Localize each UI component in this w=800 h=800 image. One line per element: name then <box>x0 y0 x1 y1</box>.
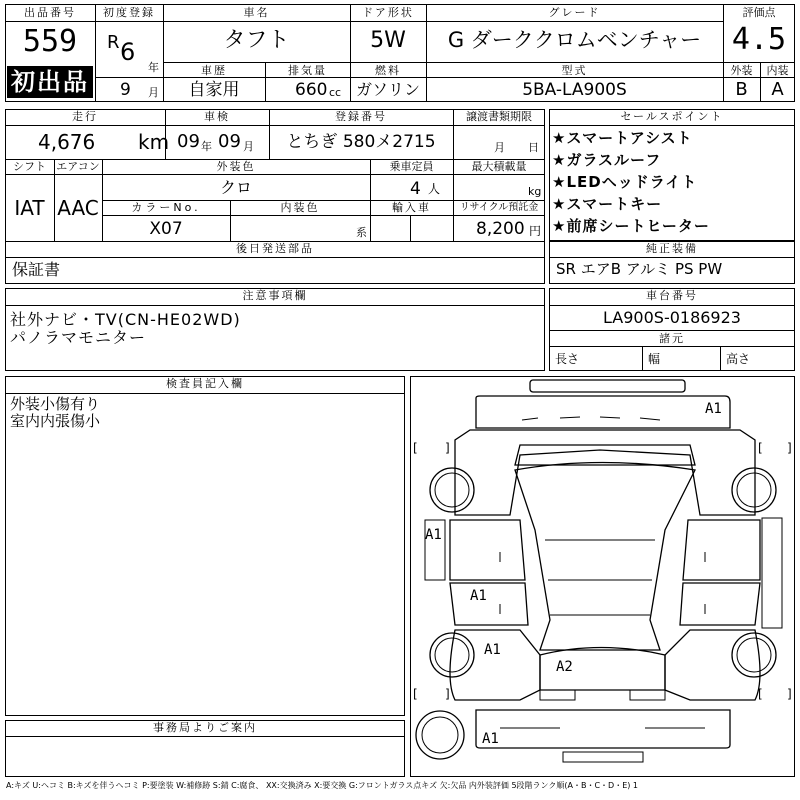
capacity: 4 <box>410 179 421 199</box>
sales-point-item: ★LEDヘッドライト <box>552 173 698 191</box>
inspection-year: 09 <box>177 131 200 152</box>
capacity-label: 乗車定員 <box>389 160 434 173</box>
sales-point-item: ★スマートアシスト <box>552 129 693 147</box>
import-label: 輸入車 <box>392 201 431 214</box>
aircon: AAC <box>57 196 99 220</box>
exterior-grade-label: 外装 <box>730 64 753 77</box>
mileage: 4,676 <box>38 130 96 154</box>
door-type: 5W <box>370 28 406 53</box>
history-label: 車歴 <box>201 64 227 77</box>
bracket: ] <box>787 441 792 455</box>
damage-mark: A1 <box>482 731 499 747</box>
interior-grade-label: 内装 <box>766 64 789 77</box>
registration-month: 9 <box>120 80 131 100</box>
notes-line: 社外ナビ・TV(CN-HE02WD) <box>10 310 241 329</box>
damage-mark: A1 <box>484 642 501 658</box>
chassis-label: 車台番号 <box>646 289 698 302</box>
lot-number: 559 <box>22 24 78 59</box>
lot-number-label: 出品番号 <box>24 6 76 19</box>
inspector-line: 室内内張傷小 <box>10 412 101 430</box>
displacement-unit: cc <box>329 86 342 99</box>
color-number: X07 <box>149 219 183 239</box>
shift: IAT <box>14 196 45 220</box>
damage-mark: A1 <box>705 401 722 417</box>
notes-label: 注意事項欄 <box>242 289 308 302</box>
damage-mark: A1 <box>425 527 442 543</box>
sales-points-label: セールスポイント <box>620 110 724 123</box>
inspector-label: 検査員記入欄 <box>166 377 244 390</box>
inspection-label: 車検 <box>204 110 230 123</box>
damage-mark: A2 <box>556 659 573 675</box>
first-listing-badge: 初出品 <box>7 66 93 98</box>
plate-label: 登録番号 <box>335 110 387 123</box>
equipment-label: 純正装備 <box>646 242 698 255</box>
equipment: SR エアB アルミ PS PW <box>556 260 723 278</box>
score: 4.5 <box>731 22 787 57</box>
grade-label: グレード <box>548 6 601 19</box>
inspection-year-unit: 年 <box>201 140 212 153</box>
bracket: ] <box>787 687 792 701</box>
aircon-label: エアコン <box>56 160 100 173</box>
inspection-month: 09 <box>218 131 241 152</box>
car-diagram <box>410 376 795 777</box>
bracket: [ <box>413 441 418 455</box>
color-no-label: カラーNo. <box>131 201 201 214</box>
bracket: [ <box>413 687 418 701</box>
max-load-label: 最大積載量 <box>471 160 527 173</box>
sales-point-item: ★スマートキー <box>552 195 663 213</box>
registration-plate: とちぎ 580メ2715 <box>286 132 436 152</box>
transfer-deadline-label: 譲渡書類期限 <box>466 110 532 123</box>
vehicle-history: 自家用 <box>188 80 240 100</box>
fuel: ガソリン <box>355 80 420 99</box>
later-parts-label: 後日発送部品 <box>236 242 314 255</box>
office-label: 事務局よりご案内 <box>153 721 257 734</box>
width-label: 幅 <box>648 352 661 366</box>
shift-label: シフト <box>13 160 46 173</box>
recycle-fee-unit: 円 <box>529 224 542 238</box>
score-label: 評価点 <box>742 6 776 19</box>
sales-point-item: ★前席シートヒーター <box>552 217 710 235</box>
interior-grade: A <box>771 79 784 100</box>
model: 5BA-LA900S <box>522 80 627 100</box>
transfer-month-unit: 月 <box>494 141 505 154</box>
era: R <box>107 32 120 53</box>
interior-color-label: 内装色 <box>280 201 320 214</box>
inspection-month-unit: 月 <box>243 140 254 153</box>
registration-year: 6 <box>120 38 136 66</box>
dimensions-label: 諸元 <box>659 332 685 345</box>
displacement-label: 排気量 <box>288 64 327 77</box>
inspector-line: 外装小傷有り <box>10 395 101 413</box>
exterior-grade: B <box>735 79 748 100</box>
notes-line: パノラマモニター <box>10 328 147 347</box>
year-unit: 年 <box>148 61 159 74</box>
sales-point-item: ★ガラスルーフ <box>552 151 662 169</box>
fuel-label: 燃料 <box>375 64 401 77</box>
mileage-unit: km <box>138 130 170 154</box>
height-label: 高さ <box>726 352 751 366</box>
exterior-color: クロ <box>219 178 252 197</box>
grade: G ダーククロムベンチャー <box>447 28 702 52</box>
car-name-label: 車名 <box>243 6 270 19</box>
max-load-unit: kg <box>528 185 542 198</box>
interior-color-unit: 系 <box>356 226 367 239</box>
bracket: [ <box>758 687 763 701</box>
later-parts: 保証書 <box>12 260 61 279</box>
door-type-label: ドア形状 <box>362 6 414 19</box>
bracket: ] <box>445 441 450 455</box>
legend: A:キズ U:ヘコミ B:キズを伴うヘコミ P:要塗装 W:補修跡 S:錆 C:腐食、 XX:交換済み X:要交換 G:フロントガラス点キズ 欠:欠品 内外装評価 5段階ランク順(A・B・C・D・E) 1 <box>6 781 639 790</box>
capacity-unit: 人 <box>428 182 441 196</box>
month-unit: 月 <box>148 86 159 99</box>
recycle-fee: 8,200 <box>476 219 525 239</box>
bracket: [ <box>758 441 763 455</box>
first-registration-label: 初度登録 <box>103 6 155 19</box>
displacement: 660 <box>295 80 328 100</box>
recycle-label: リサイクル預託金 <box>459 202 539 213</box>
transfer-day-unit: 日 <box>528 141 539 154</box>
bracket: ] <box>445 687 450 701</box>
chassis-number: LA900S-0186923 <box>603 308 741 327</box>
exterior-color-label: 外装色 <box>216 160 256 173</box>
damage-mark: A1 <box>470 588 487 604</box>
car-name: タフト <box>223 28 290 53</box>
model-label: 型式 <box>561 64 588 77</box>
mileage-label: 走行 <box>72 110 98 123</box>
length-label: 長さ <box>555 352 580 366</box>
